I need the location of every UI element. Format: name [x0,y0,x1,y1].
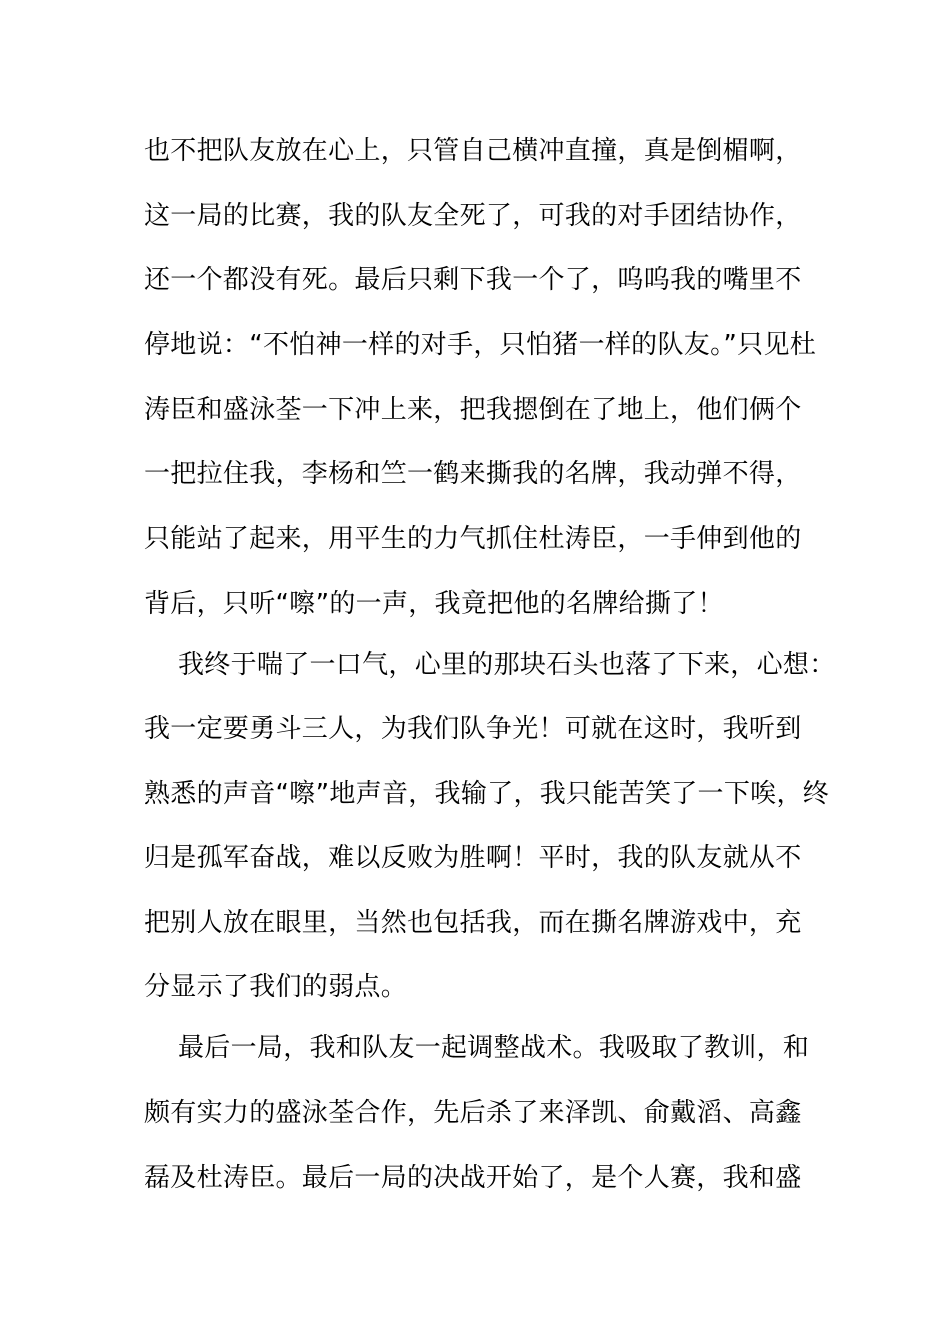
text-line: 只能站了起来，用平生的力气抓住杜涛臣，一手伸到他的 [144,524,802,554]
text-line: 背后，只听“嚓”的一声，我竟把他的名牌给撕了！ [144,589,724,619]
text-line: 涛臣和盛泳荃一下冲上来，把我摁倒在了地上，他们俩个 [144,395,802,425]
text-line: 一把拉住我，李杨和竺一鹤来撕我的名牌，我动弹不得， [144,459,802,489]
text-line: 我一定要勇斗三人，为我们队争光！可就在这时，我听到 [144,714,802,744]
text-line: 停地说：“不怕神一样的对手，只怕猪一样的队友。”只见杜 [144,330,817,360]
text-line: 磊及杜涛臣。最后一局的决战开始了，是个人赛，我和盛 [144,1163,802,1193]
text-line: 把别人放在眼里，当然也包括我，而在撕名牌游戏中，充 [144,908,802,938]
text-line: 这一局的比赛，我的队友全死了，可我的对手团结协作， [144,201,802,231]
paragraph-first-line: 最后一局，我和队友一起调整战术。我吸取了教训，和 [178,1033,810,1063]
text-line: 还一个都没有死。最后只剩下我一个了，呜呜我的嘴里不 [144,265,802,295]
text-line: 也不把队友放在心上，只管自己横冲直撞，真是倒楣啊， [144,136,802,166]
text-line: 分显示了我们的弱点。 [144,972,408,1002]
paragraph-first-line: 我终于喘了一口气，心里的那块石头也落了下来，心想： [178,650,836,680]
text-line: 归是孤军奋战，难以反败为胜啊！平时，我的队友就从不 [144,843,802,873]
text-line: 熟悉的声音“嚓”地声音，我输了，我只能苦笑了一下唉，终 [144,779,830,809]
text-line: 颇有实力的盛泳荃合作，先后杀了来泽凯、俞戴滔、高鑫 [144,1098,802,1128]
